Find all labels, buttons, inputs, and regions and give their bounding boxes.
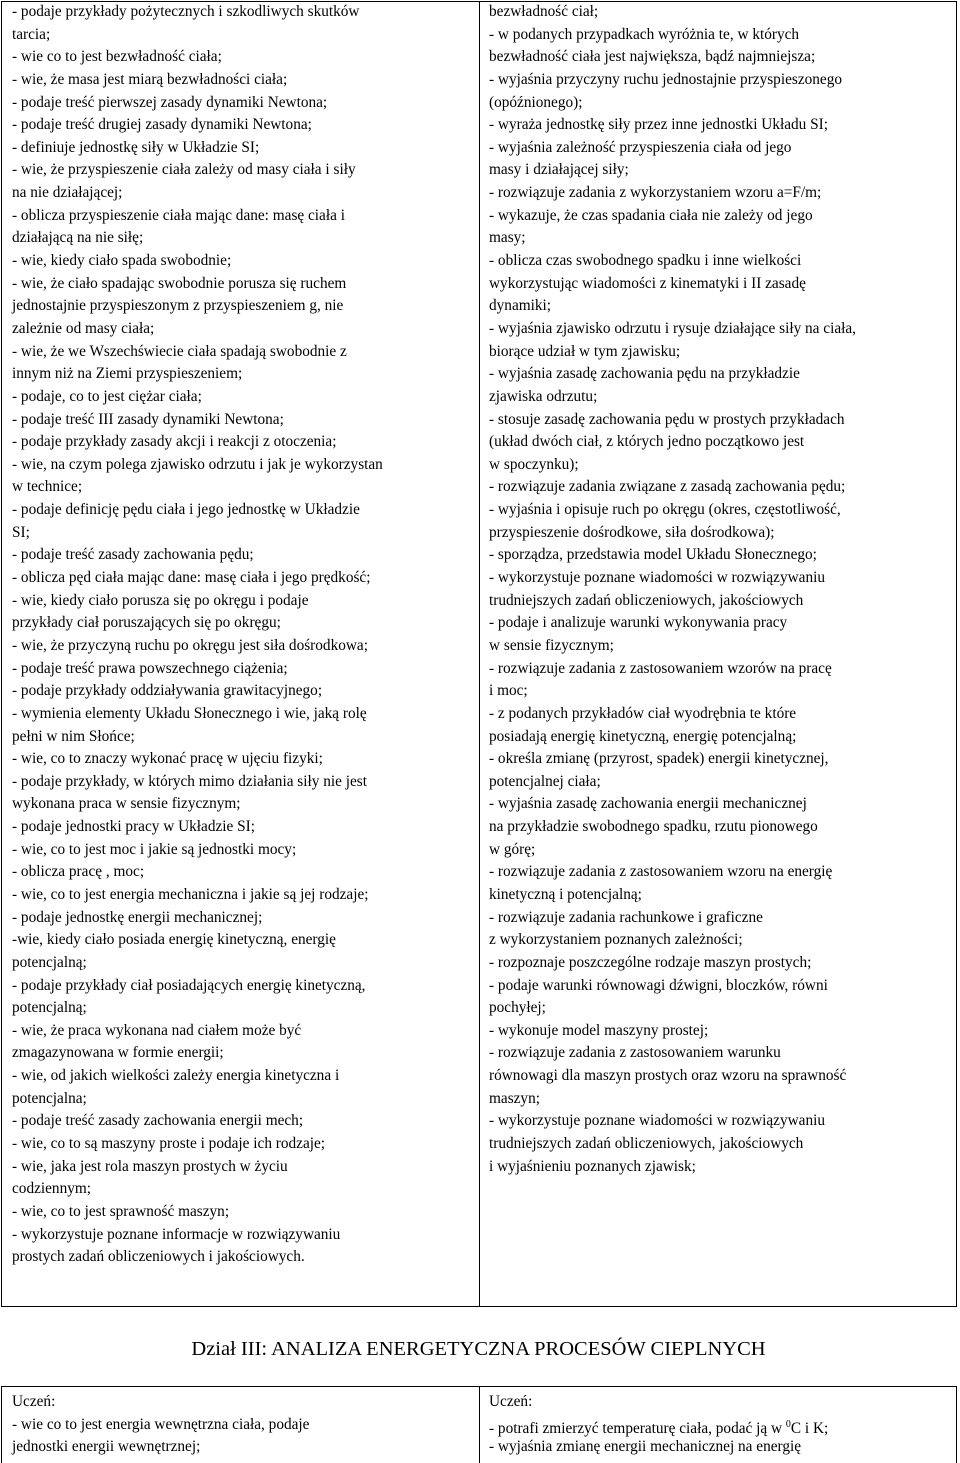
left-column-line: - oblicza przyspieszenie ciała mając dane: masę ciała i [12, 206, 345, 224]
right-column-line: - wyjaśnia zależność przyspieszenia ciała od jego [489, 138, 792, 156]
left-column-line: zależnie od masy ciała; [12, 319, 155, 337]
table-left-border [1, 1, 2, 1307]
right-column-text [489, 1, 957, 1178]
right-column-line: - sporządza, przedstawia model Układu Słonecznego; [489, 546, 817, 564]
right-column-line: w górę; [489, 840, 536, 858]
left-column-line: przykłady ciał poruszających się po okręgu; [12, 614, 281, 632]
right-column-line: masy; [489, 229, 526, 247]
right-column-line: - oblicza czas swobodnego spadku i inne wielkości [489, 252, 802, 270]
right-column-line: - podaje i analizuje warunki wykonywania pracy [489, 614, 788, 632]
right-column-line: - wyjaśnia przyczyny ruchu jednostajnie przyspieszonego [489, 70, 842, 88]
left-column-line: - podaje jednostkę energii mechanicznej; [12, 908, 263, 926]
left-column-line: - podaje przykłady ciał posiadających energię kinetyczną, [12, 976, 366, 994]
bottom-left-line-2: jednostki energii wewnętrznej; [12, 1438, 201, 1455]
bottom-right-line-2: - wyjaśnia zmianę energii mechanicznej na energię [489, 1438, 802, 1455]
left-column-line: w technice; [12, 478, 83, 496]
left-column-line: - wie, kiedy ciało spada swobodnie; [12, 252, 232, 270]
right-column-line: trudniejszych zadań obliczeniowych, jakościowych [489, 591, 804, 609]
left-column-line: - wie co to jest bezwładność ciała; [12, 48, 222, 66]
right-column-line: wykorzystując wiadomości z kinematyki i II zasadę [489, 274, 806, 292]
left-column-line: - wie, co to znaczy wykonać pracę w ujęciu fizyki; [12, 750, 323, 768]
right-column-line: - wykorzystuje poznane wiadomości w rozwiązywaniu [489, 569, 826, 587]
left-column-line: potencjalna; [12, 1089, 87, 1107]
bottom-right-line-1-b: C i K; [790, 1420, 829, 1438]
left-column-line: na nie działającej; [12, 184, 123, 202]
left-column-line: - podaje treść zasady zachowania energii mech; [12, 1112, 304, 1130]
left-column-line: - oblicza pęd ciała mając dane: masę ciała i jego prędkość; [12, 569, 371, 587]
left-column-line: jednostajnie przyspieszonym z przyspieszeniem g, nie [12, 297, 344, 315]
left-column-line: - podaje treść zasady zachowania pędu; [12, 546, 254, 564]
right-column-line: w sensie fizycznym; [489, 636, 614, 654]
lower-column-divider [479, 1386, 480, 1463]
left-column-line: - podaje przykłady pożytecznych i szkodliwych skutków [12, 3, 360, 20]
left-column-line: - podaje jednostki pracy w Układzie SI; [12, 818, 255, 836]
right-column-line: - rozwiązuje zadania związane z zasadą zachowania pędu; [489, 478, 846, 496]
left-column-line: codziennym; [12, 1180, 92, 1198]
left-column-line: wykonana praca w sensie fizycznym; [12, 795, 241, 813]
left-column-line: - wie, od jakich wielkości zależy energia kinetyczna i [12, 1067, 340, 1085]
table-bottom-border [1, 1306, 957, 1307]
right-column-line: przyspieszenie dośrodkowe, siła dośrodkowa); [489, 523, 775, 541]
right-column-line: w spoczynku); [489, 455, 579, 473]
left-column-line: - podaje treść prawa powszechnego ciążenia; [12, 659, 288, 677]
right-column-line: i wyjaśnieniu poznanych zjawisk; [489, 1157, 696, 1175]
left-column-line: - wie, że ciało spadając swobodnie porusza się ruchem [12, 274, 347, 292]
right-column-line: i moc; [489, 682, 528, 700]
right-column-line: pochyłej; [489, 999, 546, 1017]
left-column-line: - podaje, co to jest ciężar ciała; [12, 387, 202, 405]
right-column-line: - stosuje zasadę zachowania pędu w prostych przykładach [489, 410, 845, 428]
section-title: Dział III: ANALIZA ENERGETYCZNA PROCESÓW CIEPLNYCH [191, 1338, 766, 1360]
left-column-line: potencjalną; [12, 953, 87, 971]
right-column-line: - wykorzystuje poznane wiadomości w rozwiązywaniu [489, 1112, 826, 1130]
left-column-line: - podaje treść pierwszej zasady dynamiki Newtona; [12, 93, 328, 111]
right-column-line: potencjalnej ciała; [489, 772, 601, 790]
bottom-right-header: Uczeń: [489, 1393, 533, 1410]
right-column-line: - rozwiązuje zadania z zastosowaniem wzorów na pracę [489, 659, 832, 677]
right-column-line: - rozwiązuje zadania rachunkowe i graficzne [489, 908, 763, 926]
right-column-line: - wyjaśnia zjawisko odrzutu i rysuje działające siły na ciała, [489, 319, 856, 337]
left-column-line: - podaje treść III zasady dynamiki Newtona; [12, 410, 284, 428]
left-column-line: - podaje treść drugiej zasady dynamiki Newtona; [12, 116, 312, 134]
left-column-line: - wie, co to jest sprawność maszyn; [12, 1202, 230, 1220]
left-column-line: - wie, co to jest energia mechaniczna i jakie są jej rodzaje; [12, 885, 369, 903]
lower-table-right-border [956, 1386, 957, 1463]
left-column-line: - wie, jaka jest rola maszyn prostych w życiu [12, 1157, 288, 1175]
left-column-line: - podaje definicję pędu ciała i jego jednostkę w Układzie [12, 501, 360, 519]
right-column-line: - rozwiązuje zadania z wykorzystaniem wzoru a=F/m; [489, 184, 822, 202]
left-column-line: pełni w nim Słońce; [12, 727, 135, 745]
right-column-line: masy i działającej siły; [489, 161, 629, 179]
degree-superscript: 0 [785, 1419, 791, 1430]
left-column-line: - wie, kiedy ciało porusza się po okręgu i podaje [12, 591, 309, 609]
left-column-line: tarcia; [12, 25, 51, 43]
right-column-line: dynamiki; [489, 297, 552, 315]
right-column-line: - wykazuje, że czas spadania ciała nie zależy od jego [489, 206, 813, 224]
right-column-line: - rozpoznaje poszczególne rodzaje maszyn prostych; [489, 953, 812, 971]
right-column-line: - wyraża jednostkę siły przez inne jednostki Układu SI; [489, 116, 828, 134]
lower-table-left-border [1, 1386, 2, 1463]
right-column-line: bezwładność ciała jest największa, bądź najmniejsza; [489, 48, 816, 66]
left-column-line: - wie, co to jest moc i jakie są jednostki mocy; [12, 840, 297, 858]
right-column-line: - rozwiązuje zadania z zastosowaniem warunku [489, 1044, 781, 1062]
right-column-line: kinetyczną i potencjalną; [489, 885, 642, 903]
right-column-line: trudniejszych zadań obliczeniowych, jakościowych [489, 1135, 804, 1153]
left-column-line: - oblicza pracę , moc; [12, 863, 145, 881]
left-column-line: działającą na nie siłę; [12, 229, 144, 247]
left-column-line: - wie, że we Wszechświecie ciała spadają swobodnie z [12, 342, 347, 360]
left-column-line: - wie, że przyczyną ruchu po okręgu jest siła dośrodkowa; [12, 636, 368, 654]
left-column-line: prostych zadań obliczeniowych i jakościowych. [12, 1248, 305, 1266]
left-column-line: innym niż na Ziemi przyspieszeniem; [12, 365, 243, 383]
left-column-line: - podaje przykłady oddziaływania grawitacyjnego; [12, 682, 323, 700]
right-column-line: biorące udział w tym zjawisku; [489, 342, 681, 360]
right-column-line: (układ dwóch ciał, z których jedno początkowo jest [489, 433, 805, 451]
bottom-left-line-1: - wie co to jest energia wewnętrzna ciała, podaje [12, 1416, 310, 1433]
left-column-line: - podaje przykłady, w których mimo działania siły nie jest [12, 772, 367, 790]
left-column-text [12, 1, 486, 1269]
bottom-left-header: Uczeń: [12, 1393, 56, 1410]
bottom-right-line-1-a: - potrafi zmierzyć temperaturę ciała, podać ją w [489, 1420, 786, 1438]
right-column-line: - rozwiązuje zadania z zastosowaniem wzoru na energię [489, 863, 833, 881]
right-column-line: - wyjaśnia zasadę zachowania energii mechanicznej [489, 795, 807, 813]
left-column-line: zmagazynowana w formie energii; [12, 1044, 224, 1062]
right-column-line: - wyjaśnia i opisuje ruch po okręgu (okres, częstotliwość, [489, 501, 841, 519]
right-column-line: równowagi dla maszyn prostych oraz wzoru na sprawność [489, 1067, 847, 1085]
left-column-line: - definiuje jednostkę siły w Układzie SI; [12, 138, 260, 156]
right-column-line: (opóźnionego); [489, 93, 583, 111]
left-column-line: - wie, że praca wykonana nad ciałem może być [12, 1021, 302, 1039]
right-column-line: - wyjaśnia zasadę zachowania pędu na przykładzie [489, 365, 800, 383]
right-column-line: zjawiska odrzutu; [489, 387, 598, 405]
left-column-line: -wie, kiedy ciało posiada energię kinetyczną, energię [12, 931, 336, 949]
left-column-line: - wymienia elementy Układu Słonecznego i wie, jaką rolę [12, 704, 367, 722]
left-column-line: - wie, że masa jest miarą bezwładności ciała; [12, 70, 288, 88]
right-column-line: z wykorzystaniem poznanych zależności; [489, 931, 743, 949]
right-column-line: - wykonuje model maszyny prostej; [489, 1021, 709, 1039]
left-column-line: - wykorzystuje poznane informacje w rozwiązywaniu [12, 1225, 341, 1243]
right-column-line: posiadają energię kinetyczną, energię potencjalną; [489, 727, 797, 745]
left-column-line: - wie, co to są maszyny proste i podaje ich rodzaje; [12, 1135, 326, 1153]
right-column-line: - w podanych przypadkach wyróżnia te, w których [489, 25, 800, 43]
right-column-line: - określa zmianę (przyrost, spadek) energii kinetycznej, [489, 750, 829, 768]
right-column-line: - z podanych przykładów ciał wyodrębnia te które [489, 704, 797, 722]
right-column-line: - podaje warunki równowagi dźwigni, bloczków, równi [489, 976, 828, 994]
right-column-line: na przykładzie swobodnego spadku, rzutu pionowego [489, 818, 818, 836]
right-column-line: bezwładność ciał; [489, 3, 599, 20]
left-column-line: - podaje przykłady zasady akcji i reakcji z otoczenia; [12, 433, 337, 451]
left-column-line: - wie, że przyspieszenie ciała zależy od masy ciała i siły [12, 161, 356, 179]
left-column-line: SI; [12, 523, 30, 541]
left-column-line: - wie, na czym polega zjawisko odrzutu i jak je wykorzystan [12, 455, 383, 473]
left-column-line: potencjalną; [12, 999, 87, 1017]
right-column-line: maszyn; [489, 1089, 540, 1107]
